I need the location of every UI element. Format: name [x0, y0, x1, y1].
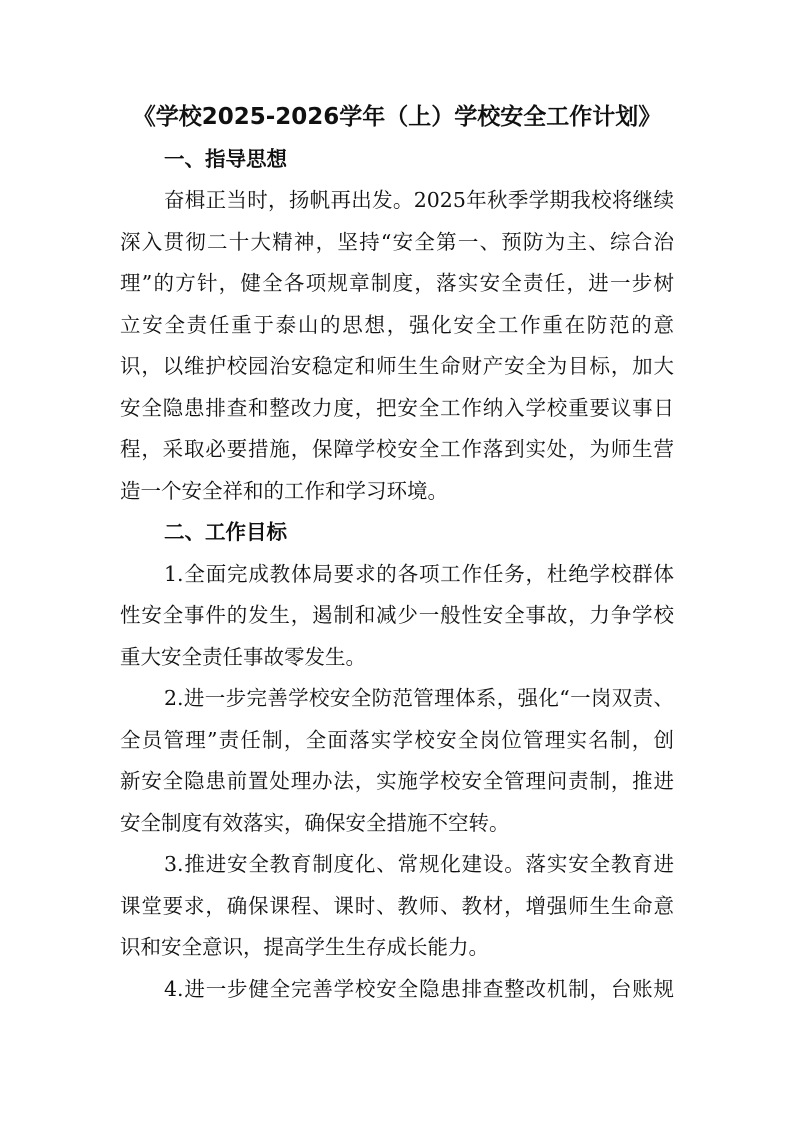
- section-heading-guiding-ideology: 一、指导思想: [164, 146, 287, 171]
- text-line: 奋楫正当时，扬帆再出发。2025年秋季学期我校将继续: [164, 188, 674, 212]
- document-title: 《学校2025-2026学年（上）学校安全工作计划》: [132, 104, 662, 130]
- text-line: 3.推进安全教育制度化、常规化建设。落实安全教育进: [164, 852, 674, 876]
- text-line: 4.进一步健全完善学校安全隐患排查整改机制，台账规: [164, 976, 674, 1001]
- text-line: 课堂要求，确保课程、课时、教师、教材，增强师生生命意: [120, 893, 674, 918]
- text-line: 理”的方针，健全各项规章制度，落实安全责任，进一步树: [120, 271, 674, 295]
- goal-item-1: [120, 554, 674, 679]
- text-line: 深入贯彻二十大精神，坚持“安全第一、预防为主、综合治: [120, 229, 674, 254]
- text-line: 安全制度有效落实，确保安全措施不空转。: [120, 810, 510, 835]
- goal-item-3: [120, 844, 674, 969]
- text-line: 造一个安全祥和的工作和学习环境。: [120, 478, 448, 503]
- text-line: 2.进一步完善学校安全防范管理体系，强化“一岗双责、: [164, 686, 674, 710]
- text-line: 性安全事件的发生，遏制和减少一般性安全事故，力争学校: [120, 603, 674, 627]
- text-line: 程，采取必要措施，保障学校安全工作落到实处，为师生营: [120, 437, 674, 461]
- text-line: 重大安全责任事故零发生。: [120, 644, 366, 669]
- text-line: 安全隐患排查和整改力度，把安全工作纳入学校重要议事日: [120, 395, 674, 420]
- text-line: 新安全隐患前置处理办法，实施学校安全管理问责制，推进: [120, 769, 674, 793]
- paragraph-guiding-ideology: [120, 180, 674, 512]
- text-line: 全员管理”责任制，全面落实学校安全岗位管理实名制，创: [120, 727, 674, 752]
- text-line: 识，以维护校园治安稳定和师生生命财产安全为目标，加大: [120, 354, 674, 378]
- section-heading-work-goals: 二、工作目标: [164, 520, 287, 544]
- goal-item-2: [120, 678, 674, 844]
- text-line: 识和安全意识，提高学生生存成长能力。: [120, 935, 489, 959]
- document-page: [120, 97, 674, 1010]
- text-line: 立安全责任重于泰山的思想，强化安全工作重在防范的意: [120, 312, 674, 337]
- text-line: 1.全面完成教体局要求的各项工作任务，杜绝学校群体: [164, 561, 674, 586]
- goal-item-4: [120, 969, 674, 1011]
